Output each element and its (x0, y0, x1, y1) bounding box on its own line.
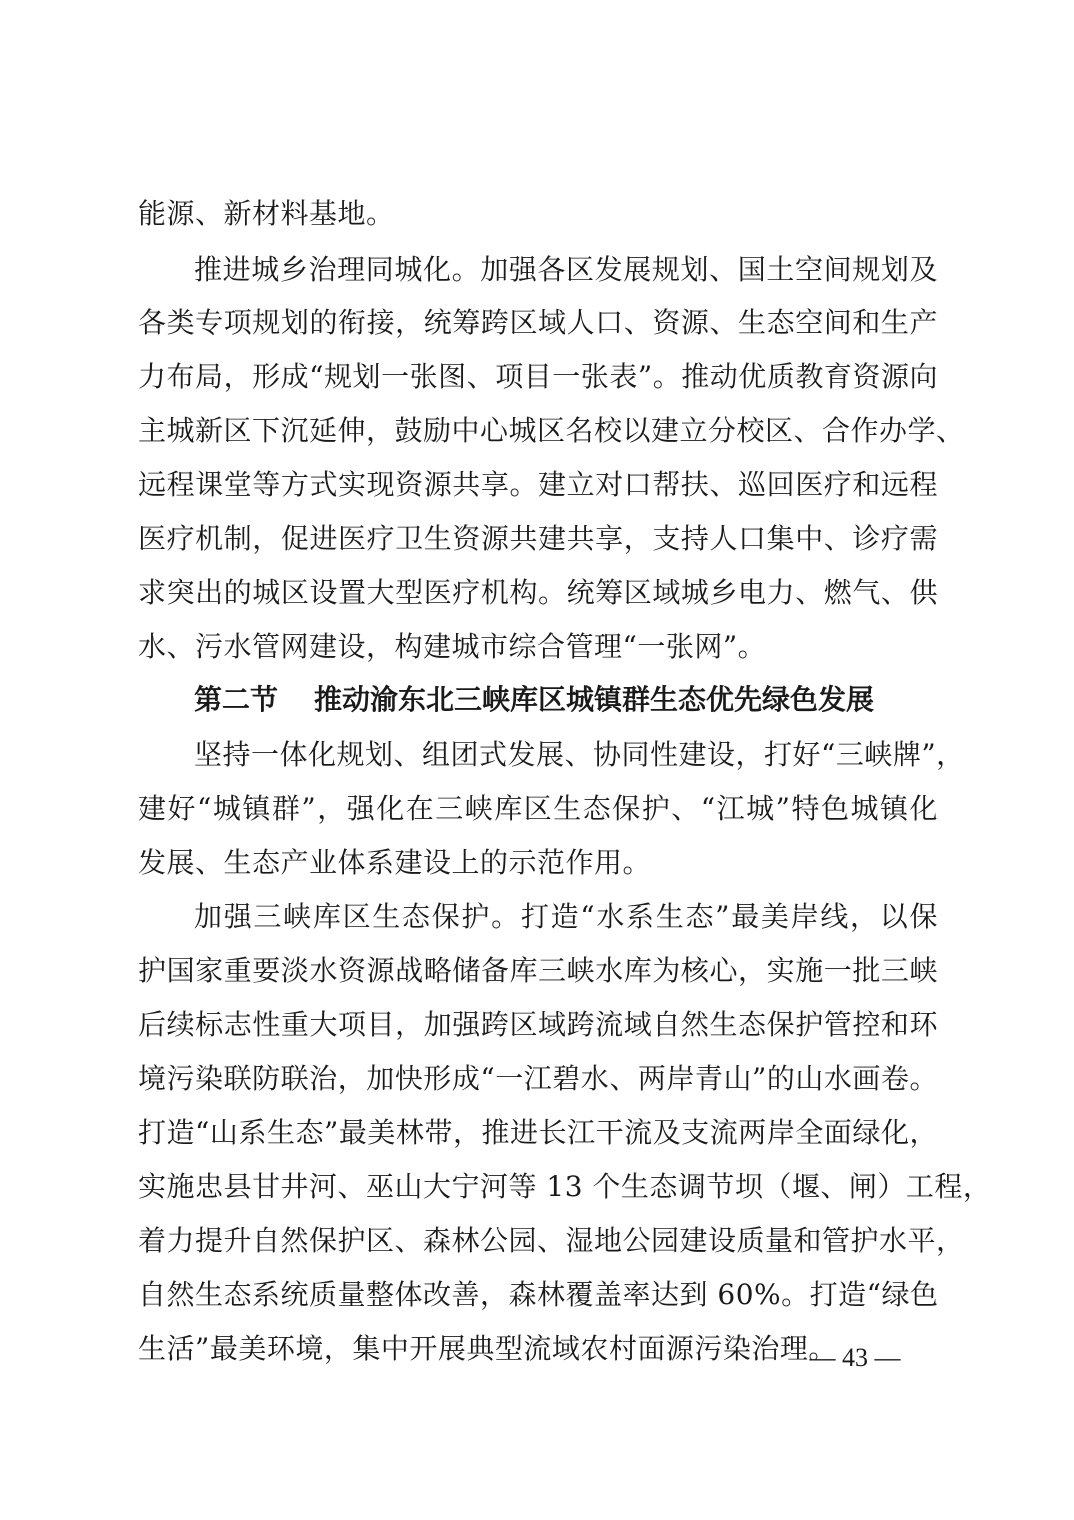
text-line: 建好“城镇群”，强化在三峡库区生态保护、“江城”特色城镇化 (138, 792, 938, 825)
text-line: 境污染联防联治，加快形成“一江碧水、两岸青山”的山水画卷。 (138, 1062, 938, 1095)
text-line: 水、污水管网建设，构建城市综合管理“一张网”。 (138, 630, 767, 663)
text-line: 发展、生态产业体系建设上的示范作用。 (138, 846, 652, 879)
paragraph-start-line: 加强三峡库区生态保护。打造“水系生态”最美岸线，以保 (194, 900, 938, 933)
text-line: 着力提升自然保护区、森林公园、湿地公园建设质量和管护水平， (138, 1224, 965, 1257)
text-line: 远程课堂等方式实现资源共享。建立对口帮扶、巡回医疗和远程 (138, 468, 938, 501)
section-heading (194, 673, 894, 727)
page-number: — 43 — (809, 1343, 901, 1372)
text-line: 生活”最美环境，集中开展典型流域农村面源污染治理。 (138, 1332, 837, 1365)
text-line: 后续标志性重大项目，加强跨区域跨流域自然生态保护管控和环 (138, 1008, 938, 1041)
text-line: 主城新区下沉延伸，鼓励中心城区名校以建立分校区、合作办学、 (138, 414, 965, 447)
section-number: 第二节 (194, 683, 279, 716)
text-line: 实施忠县甘井河、巫山大宁河等 13 个生态调节坝（堰、闸）工程， (138, 1170, 992, 1203)
text-line: 护国家重要淡水资源战略储备库三峡水库为核心，实施一批三峡 (138, 954, 938, 987)
text-line: 能源、新材料基地。 (138, 197, 395, 230)
text-line: 各类专项规划的衔接，统筹跨区域人口、资源、生态空间和生产 (138, 306, 938, 339)
text-line: 打造“山系生态”最美林带，推进长江干流及支流两岸全面绿化， (138, 1116, 938, 1149)
paragraph-start-line: 推进城乡治理同城化。加强各区发展规划、国土空间规划及 (194, 253, 938, 286)
text-line: 力布局，形成“规划一张图、项目一张表”。推动优质教育资源向 (138, 360, 938, 393)
text-line: 求突出的城区设置大型医疗机构。统筹区域城乡电力、燃气、供 (138, 576, 938, 609)
paragraph-start-line: 坚持一体化规划、组团式发展、协同性建设，打好“三峡牌”， (194, 738, 965, 771)
section-title: 推动渝东北三峡库区城镇群生态优先绿色发展 (314, 683, 875, 716)
text-line: 医疗机制，促进医疗卫生资源共建共享，支持人口集中、诊疗需 (138, 522, 938, 555)
text-line: 自然生态系统质量整体改善，森林覆盖率达到 60%。打造“绿色 (138, 1278, 939, 1311)
